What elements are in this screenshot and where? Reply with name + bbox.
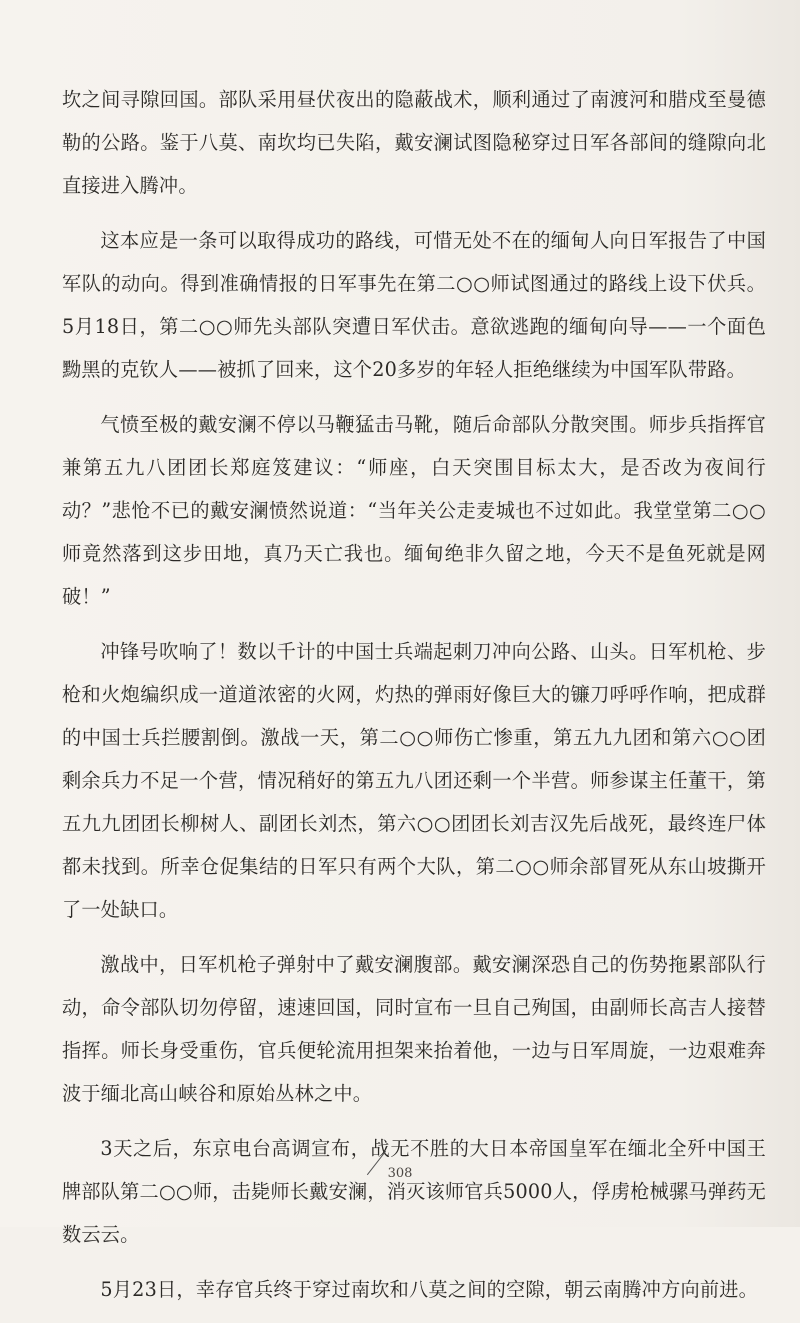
body-text <box>62 78 766 1323</box>
paragraph-4: 冲锋号吹响了！数以千计的中国士兵端起刺刀冲向公路、山头。日军机枪、步枪和火炮编织成一道道浓密的火网，灼热的弹雨好像巨大的镰刀呼呼作响，把成群的中国士兵拦腰割倒。激战一天，第二○○师伤亡惨重，第五九九团和第六○○团剩余兵力不足一个营，情况稍好的第五九八团还剩一个半营。师参谋主任董干，第五九九团团长柳树人、副团长刘杰，第六○○团团长刘吉汉先后战死，最终连尸体都未找到。所幸仓促集结的日军只有两个大队，第二○○师余部冒死从东山坡撕开了一处缺口。 <box>62 640 766 921</box>
paragraph-3: 气愤至极的戴安澜不停以马鞭猛击马靴，随后命部队分散突围。师步兵指挥官兼第五九八团团长郑庭笈建议：“师座，白天突围目标太大，是否改为夜间行动？”悲怆不已的戴安澜愤然说道：“当年关公走麦城也不过如此。我堂堂第二○○师竟然落到这步田地，真乃天亡我也。缅甸绝非久留之地，今天不是鱼死就是网破！” <box>62 413 766 608</box>
page-number: 308 <box>387 1166 413 1181</box>
paragraph-6: 3天之后，东京电台高调宣布，战无不胜的大日本帝国皇军在缅北全歼中国王牌部队第二○○师，击毙师长戴安澜，消灭该师官兵5000人，俘虏枪械骡马弹药无数云云。 <box>62 1137 766 1246</box>
paragraph-2: 这本应是一条可以取得成功的路线，可惜无处不在的缅甸人向日军报告了中国军队的动向。得到准确情报的日军事先在第二○○师试图通过的路线上设下伏兵。5月18日，第二○○师先头部队突遭日军伏击。意欲逃跑的缅甸向导——一个面色黝黑的克钦人——被抓了回来，这个20多岁的年轻人拒绝继续为中国军队带路。 <box>62 229 766 381</box>
paragraph-1: 坎之间寻隙回国。部队采用昼伏夜出的隐蔽战术，顺利通过了南渡河和腊戍至曼德勒的公路。鉴于八莫、南坎均已失陷，戴安澜试图隐秘穿过日军各部间的缝隙向北直接进入腾冲。 <box>62 88 766 197</box>
paragraph-7: 5月23日，幸存官兵终于穿过南坎和八莫之间的空隙，朝云南腾冲方向前进。 <box>100 1278 759 1301</box>
paragraph-5: 激战中，日军机枪子弹射中了戴安澜腹部。戴安澜深恐自己的伤势拖累部队行动，命令部队切勿停留，速速回国，同时宣布一旦自己殉国，由副师长高吉人接替指挥。师长身受重伤，官兵便轮流用担架来抬着他，一边与日军周旋，一边艰难奔波于缅北高山峡谷和原始丛林之中。 <box>62 953 766 1105</box>
